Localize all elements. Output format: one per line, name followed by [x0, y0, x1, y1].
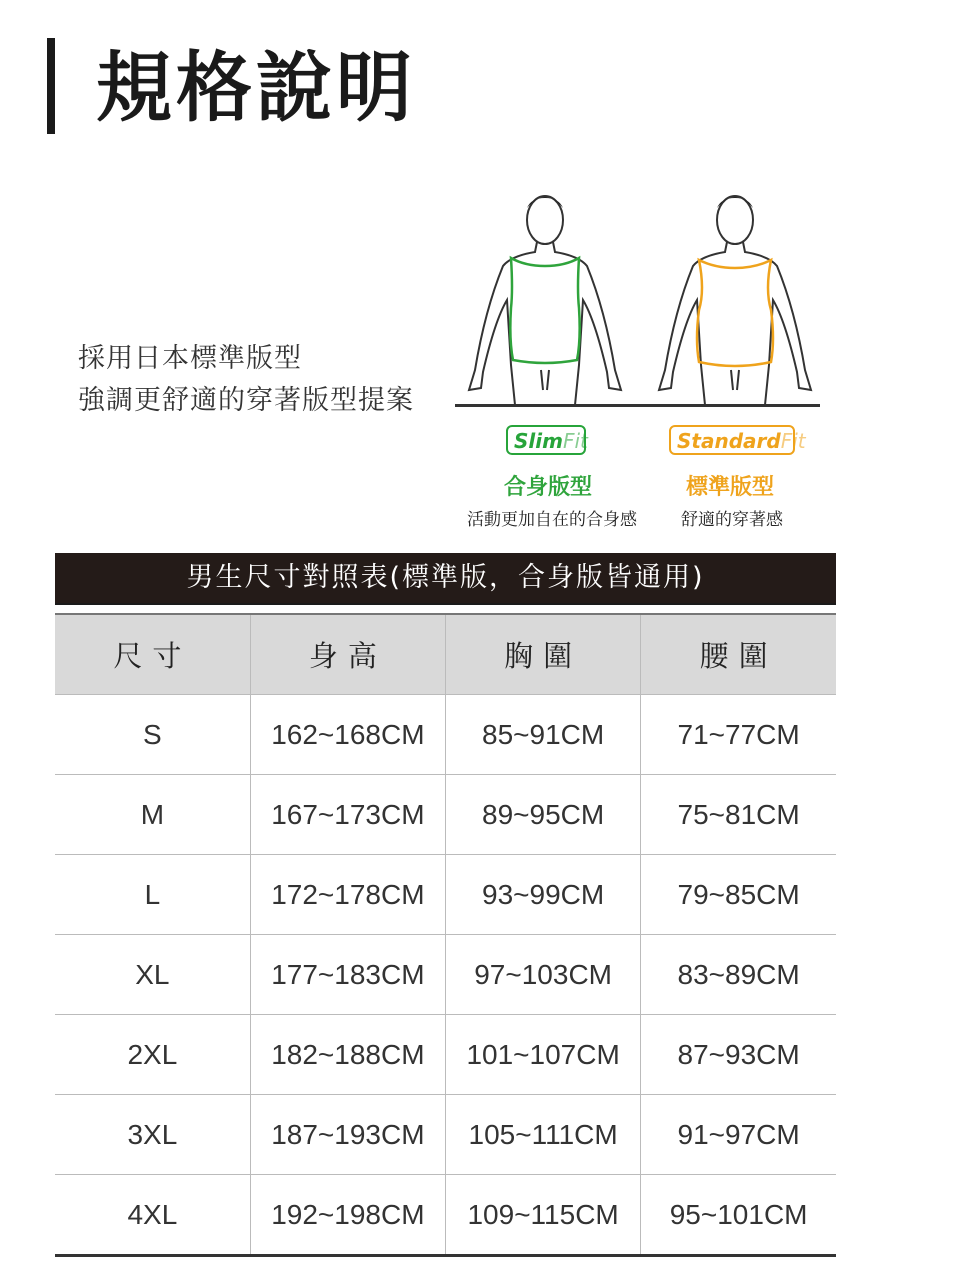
table-row: [55, 1095, 836, 1175]
cell-height: 162~168CM: [250, 695, 445, 775]
cell-waist: 75~81CM: [641, 775, 836, 855]
cell-chest: 89~95CM: [446, 775, 641, 855]
cell-chest: 97~103CM: [446, 935, 641, 1015]
table-header-row: [55, 614, 836, 695]
standard-fit-figure-icon: [659, 196, 811, 405]
cell-height: 182~188CM: [250, 1015, 445, 1095]
cell-height: 167~173CM: [250, 775, 445, 855]
cell-waist: 95~101CM: [641, 1175, 836, 1256]
standard-badge-bold: Standard: [677, 429, 781, 453]
column-header-chest: 胸圍: [446, 614, 641, 695]
cell-waist: 79~85CM: [641, 855, 836, 935]
standard-fit-name: 標準版型: [685, 475, 774, 500]
cell-size: 3XL: [55, 1095, 250, 1175]
table-row: [55, 1175, 836, 1256]
slim-badge-bold: Slim: [514, 429, 563, 453]
cell-size: XL: [55, 935, 250, 1015]
intro-line-2: 強調更舒適的穿著版型提案: [78, 385, 414, 416]
table-row: [55, 775, 836, 855]
column-header-size: 尺寸: [55, 614, 250, 695]
slim-fit-figure-icon: [469, 196, 621, 405]
intro-line-1: 採用日本標準版型: [78, 343, 302, 374]
cell-waist: 83~89CM: [641, 935, 836, 1015]
title-accent-bar: [47, 38, 55, 134]
cell-size: L: [55, 855, 250, 935]
cell-size: M: [55, 775, 250, 855]
intro-text: [78, 338, 414, 422]
slim-badge-light: Fit: [562, 429, 588, 453]
cell-chest: 85~91CM: [446, 695, 641, 775]
table-row: [55, 855, 836, 935]
cell-chest: 93~99CM: [446, 855, 641, 935]
column-header-waist: 腰圍: [641, 614, 836, 695]
cell-chest: 105~111CM: [446, 1095, 641, 1175]
cell-waist: 71~77CM: [641, 695, 836, 775]
cell-height: 172~178CM: [250, 855, 445, 935]
column-header-height: 身高: [250, 614, 445, 695]
cell-waist: 87~93CM: [641, 1015, 836, 1095]
cell-size: S: [55, 695, 250, 775]
table-row: [55, 695, 836, 775]
slim-fit-description: 活動更加自在的合身感: [467, 510, 637, 530]
table-row: [55, 935, 836, 1015]
standard-fit-description: 舒適的穿著感: [681, 510, 783, 530]
cell-height: 187~193CM: [250, 1095, 445, 1175]
cell-size: 4XL: [55, 1175, 250, 1256]
table-row: [55, 1015, 836, 1095]
cell-chest: 101~107CM: [446, 1015, 641, 1095]
cell-chest: 109~115CM: [446, 1175, 641, 1256]
cell-height: 177~183CM: [250, 935, 445, 1015]
size-table-title: 男生尺寸對照表(標準版，合身版皆通用): [55, 553, 836, 605]
standard-badge-light: Fit: [780, 429, 806, 453]
fit-illustration: [455, 190, 825, 405]
slim-fit-badge: [506, 425, 586, 455]
standard-fit-badge: [669, 425, 806, 455]
slim-fit-name: 合身版型: [503, 475, 592, 500]
cell-height: 192~198CM: [250, 1175, 445, 1256]
ground-line: [455, 404, 820, 407]
size-chart-table: [55, 613, 836, 1257]
cell-size: 2XL: [55, 1015, 250, 1095]
page-title: 規格說明: [96, 43, 416, 132]
cell-waist: 91~97CM: [641, 1095, 836, 1175]
